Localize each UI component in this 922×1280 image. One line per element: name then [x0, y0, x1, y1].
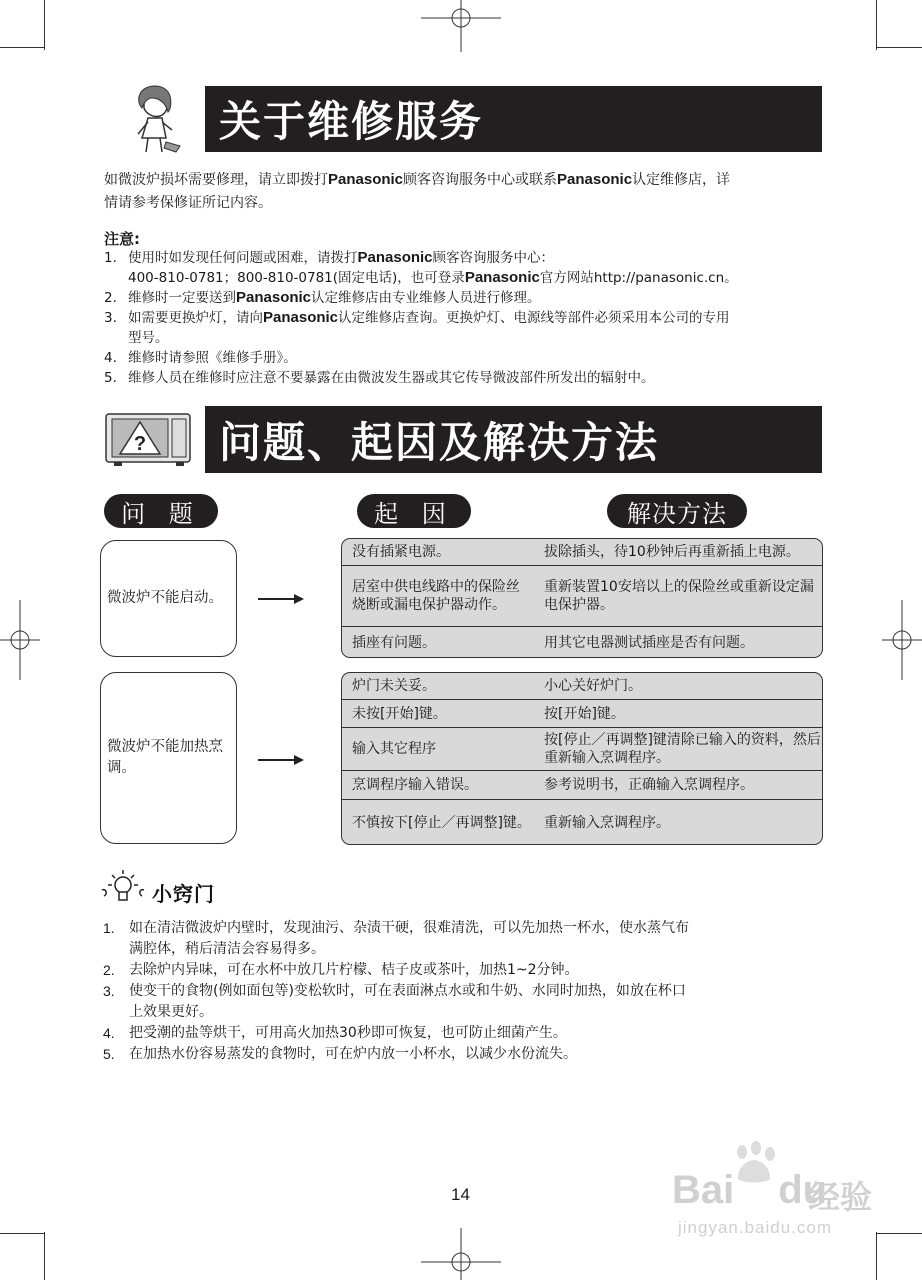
notes-title: 注意: [104, 230, 140, 248]
problem-box [100, 672, 237, 844]
svg-text:?: ? [133, 433, 147, 455]
trouble-title: 问题、起因及解决方法 [205, 406, 822, 473]
notes-list [104, 248, 828, 388]
solution-cell: 拔除插头，待10秒钟后再重新插上电源。 [544, 544, 800, 560]
table-row [342, 771, 822, 800]
list-item: 4. 维修时请参照《维修手册》。 [104, 350, 297, 366]
table-row [342, 700, 822, 728]
table-row [342, 673, 822, 700]
watermark-cn: 经验 [808, 1179, 873, 1215]
service-title: 关于维修服务 [205, 86, 822, 152]
page-number: 14 [451, 1185, 470, 1204]
cause-cell: 没有插紧电源。 [352, 544, 450, 560]
list-item: 5. 在加热水份容易蒸发的食物时，可在炉内放一小杯水，以减少水份流失。 [103, 1046, 577, 1062]
tips-title: 小窍门 [152, 882, 215, 906]
cause-cell: 居室中供电线路中的保险丝烧断或漏电保护器动作。 [352, 579, 520, 613]
table-row [342, 800, 822, 845]
solution-cell: 按[停止／再调整]键清除已输入的资料，然后重新输入烹调程序。 [544, 732, 821, 766]
header-solution: 解决方法 [607, 494, 747, 528]
problem-text: 微波炉不能加热烹调。 [107, 739, 223, 776]
solution-cell: 重新装置10安培以上的保险丝或重新设定漏电保护器。 [544, 579, 814, 613]
solution-cell: 小心关好炉门。 [544, 678, 642, 694]
list-item: 1. 使用时如发现任何问题或困难，请拨打Panasonic顾客咨询服务中心： 400-810-0781；800-810-0781(固定电话)，也可登录Panasonic官方网站http://panasonic.cn。 [104, 249, 738, 286]
cause-cell: 炉门未关妥。 [352, 678, 436, 694]
cause-cell: 不慎按下[停止／再调整]键。 [352, 814, 531, 831]
header-cause: 起 因 [357, 494, 471, 528]
service-intro: 如微波炉损坏需要修理，请立即拨打Panasonic顾客咨询服务中心或联系Panasonic认定维修店，详 情请参考保修证所记内容。 [104, 171, 731, 211]
registration-mark-right [882, 600, 922, 680]
solution-cell: 参考说明书，正确输入烹调程序。 [544, 777, 754, 793]
cause-table [341, 538, 823, 658]
table-row [342, 728, 822, 771]
list-item: 3. 使变干的食物(例如面包等)变松软时，可在表面淋点水或和牛奶、水同时加热，如放在杯口 上效果更好。 [103, 983, 686, 1020]
table-row [342, 539, 822, 566]
crop-mark [44, 1232, 45, 1280]
list-item: 5. 维修人员在维修时应注意不要暴露在由微波发生器或其它传导微波部件所发出的辐射中。 [104, 370, 655, 386]
cause-cell: 输入其它程序 [352, 741, 436, 757]
problem-text: 微波炉不能启动。 [107, 590, 223, 606]
watermark-url: jingyan.baidu.com [678, 1218, 833, 1237]
registration-mark-left [0, 600, 40, 680]
crop-mark [44, 0, 45, 50]
list-item: 2. 去除炉内异味，可在水杯中放几片柠檬、桔子皮或茶叶，加热1~2分钟。 [103, 962, 579, 978]
table-row [342, 566, 822, 627]
list-item: 4. 把受潮的盐等烘干，可用高火加热30秒即可恢复，也可防止细菌产生。 [103, 1025, 567, 1041]
table-row [342, 627, 822, 658]
girl-illustration-icon [126, 84, 184, 154]
crop-mark [876, 1233, 922, 1234]
crop-mark [876, 0, 877, 50]
problem-box [100, 540, 237, 657]
crop-mark [876, 1232, 877, 1280]
cause-cell: 未按[开始]键。 [352, 705, 447, 722]
registration-mark-top [421, 0, 501, 52]
crop-mark [876, 47, 922, 48]
arrow-right-icon [258, 753, 304, 767]
cause-table [341, 672, 823, 845]
list-item: 2. 维修时一定要送到Panasonic认定维修店由专业维修人员进行修理。 [104, 289, 541, 306]
list-item: 3. 如需要更换炉灯，请向Panasonic认定维修店查询。更换炉灯、电源线等部件必须采用本公司的专用 型号。 [104, 309, 730, 346]
arrow-right-icon [258, 592, 304, 606]
crop-mark [0, 47, 45, 48]
solution-cell: 按[开始]键。 [544, 705, 625, 722]
cause-cell: 插座有问题。 [352, 634, 436, 651]
watermark-brand: Bai du [672, 1168, 828, 1212]
list-item: 1. 如在清洁微波炉内壁时，发现油污、杂渍干硬，很难清洗，可以先加热一杯水，使水蒸气布 满腔体，稍后清洁会容易得多。 [103, 920, 689, 957]
registration-mark-bottom [421, 1228, 501, 1280]
microwave-question-icon [104, 410, 194, 468]
tips-list [103, 918, 803, 1065]
lightbulb-icon [100, 868, 146, 908]
crop-mark [0, 1233, 45, 1234]
header-problem: 问 题 [104, 494, 218, 528]
solution-cell: 重新输入烹调程序。 [544, 814, 670, 831]
cause-cell: 烹调程序输入错误。 [352, 777, 478, 793]
solution-cell: 用其它电器测试插座是否有问题。 [544, 634, 754, 651]
